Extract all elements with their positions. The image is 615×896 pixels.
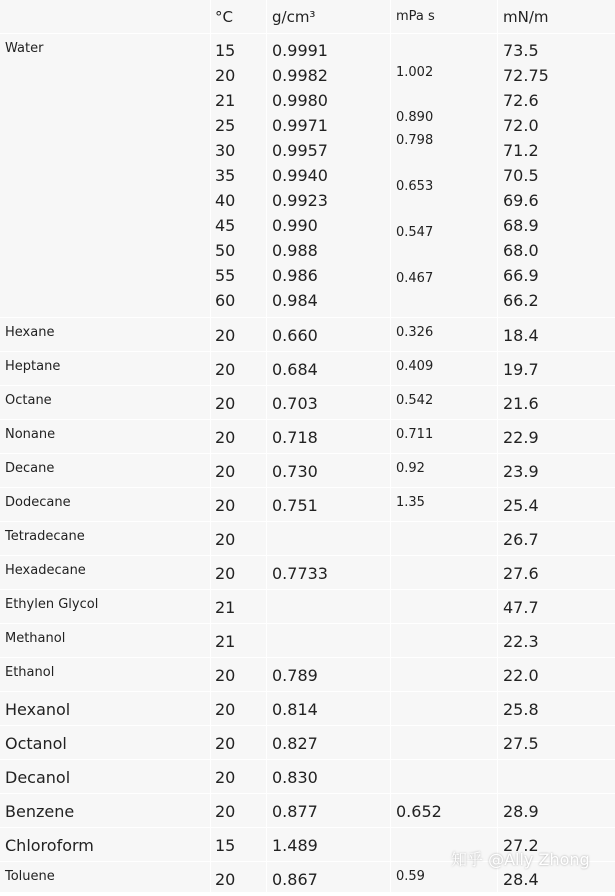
- table-row: [0, 726, 615, 760]
- viscosity-value: 0.59: [396, 869, 425, 884]
- temp-value: 21: [215, 632, 236, 651]
- header-tension-cell: [498, 0, 615, 33]
- temp-value: 21: [215, 598, 236, 617]
- substance-name: Hexane: [5, 325, 55, 340]
- density-cell: [267, 658, 391, 691]
- water-density-value: 0.990: [272, 216, 318, 235]
- name-cell: [0, 862, 211, 895]
- density-cell: [267, 692, 391, 725]
- table-row: [0, 318, 615, 352]
- water-density-value: 0.9982: [272, 66, 328, 85]
- temp-value: 20: [215, 870, 236, 889]
- water-tension-value: 66.2: [503, 291, 539, 310]
- density-value: 0.7733: [272, 564, 328, 583]
- name-cell: [0, 386, 211, 419]
- name-cell: [0, 828, 211, 861]
- temp-value: 20: [215, 428, 236, 447]
- substance-name: Hexanol: [5, 700, 71, 719]
- viscosity-cell: [391, 692, 498, 725]
- tension-cell: [498, 488, 615, 521]
- water-tension-value: 68.9: [503, 216, 539, 235]
- substance-name: Heptane: [5, 359, 61, 374]
- viscosity-cell: [391, 420, 498, 453]
- name-cell: [0, 692, 211, 725]
- tension-value: 18.4: [503, 326, 539, 345]
- tension-value: 22.9: [503, 428, 539, 447]
- tension-cell: [498, 386, 615, 419]
- water-temp-value: 21: [215, 91, 236, 110]
- name-cell: [0, 420, 211, 453]
- tension-cell: [498, 692, 615, 725]
- water-temp-value: 45: [215, 216, 236, 235]
- viscosity-value: 1.35: [396, 495, 425, 510]
- tension-value: 27.6: [503, 564, 539, 583]
- header-temp-unit: °C: [215, 8, 233, 26]
- temp-cell: [211, 692, 267, 725]
- name-cell: [0, 624, 211, 657]
- density-value: 0.867: [272, 870, 318, 889]
- water-viscosity-value: 0.890: [396, 110, 434, 125]
- substance-name: Decanol: [5, 768, 71, 787]
- density-value: 0.703: [272, 394, 318, 413]
- tension-cell: [498, 318, 615, 351]
- header-name-cell: [0, 0, 211, 33]
- temp-cell: [211, 488, 267, 521]
- table-row: [0, 556, 615, 590]
- water-tension-value: 71.2: [503, 141, 539, 160]
- temp-cell: [211, 590, 267, 623]
- tension-cell: [498, 624, 615, 657]
- temp-cell: [211, 760, 267, 793]
- density-value: 0.730: [272, 462, 318, 481]
- water-tension-cell: [498, 34, 615, 317]
- header-density-cell: [267, 0, 391, 33]
- viscosity-cell: [391, 556, 498, 589]
- water-density-value: 0.9980: [272, 91, 328, 110]
- water-viscosity-value: 0.467: [396, 271, 434, 286]
- temp-cell: [211, 862, 267, 895]
- tension-value: 19.7: [503, 360, 539, 379]
- water-temp-value: 15: [215, 41, 236, 60]
- tension-value: 27.2: [503, 836, 539, 855]
- viscosity-value: 0.542: [396, 393, 434, 408]
- substance-name: Benzene: [5, 802, 75, 821]
- density-value: 0.789: [272, 666, 318, 685]
- temp-value: 20: [215, 734, 236, 753]
- water-temp-value: 25: [215, 116, 236, 135]
- tension-cell: [498, 352, 615, 385]
- water-viscosity-value: 0.547: [396, 225, 434, 240]
- temp-value: 20: [215, 530, 236, 549]
- substance-name: Methanol: [5, 631, 66, 646]
- density-value: 0.684: [272, 360, 318, 379]
- name-cell: [0, 522, 211, 555]
- water-viscosity-cell: [391, 34, 498, 317]
- tension-cell: [498, 794, 615, 827]
- tension-cell: [498, 522, 615, 555]
- temp-cell: [211, 556, 267, 589]
- viscosity-cell: [391, 760, 498, 793]
- viscosity-cell: [391, 794, 498, 827]
- water-viscosity-value: 0.653: [396, 179, 434, 194]
- water-tension-value: 68.0: [503, 241, 539, 260]
- temp-value: 20: [215, 394, 236, 413]
- table-row: [0, 794, 615, 828]
- substance-name: Decane: [5, 461, 55, 476]
- water-density-value: 0.984: [272, 291, 318, 310]
- temp-value: 20: [215, 360, 236, 379]
- table-row: [0, 522, 615, 556]
- viscosity-cell: [391, 386, 498, 419]
- density-cell: [267, 760, 391, 793]
- temp-cell: [211, 624, 267, 657]
- viscosity-cell: [391, 454, 498, 487]
- water-density-value: 0.9940: [272, 166, 328, 185]
- temp-value: 20: [215, 768, 236, 787]
- viscosity-value: 0.409: [396, 359, 434, 374]
- temp-value: 15: [215, 836, 236, 855]
- tension-value: 26.7: [503, 530, 539, 549]
- viscosity-cell: [391, 590, 498, 623]
- substance-name: Tetradecane: [5, 529, 85, 544]
- density-cell: [267, 794, 391, 827]
- density-cell: [267, 386, 391, 419]
- table-row: [0, 386, 615, 420]
- density-cell: [267, 726, 391, 759]
- tension-value: 27.5: [503, 734, 539, 753]
- tension-value: 23.9: [503, 462, 539, 481]
- temp-value: 20: [215, 564, 236, 583]
- table-row: [0, 692, 615, 726]
- water-tension-value: 72.6: [503, 91, 539, 110]
- tension-cell: [498, 760, 615, 793]
- temp-cell: [211, 726, 267, 759]
- header-viscosity-cell: [391, 0, 498, 33]
- water-temp-value: 30: [215, 141, 236, 160]
- tension-value: 25.4: [503, 496, 539, 515]
- tension-value: 22.3: [503, 632, 539, 651]
- density-cell: [267, 556, 391, 589]
- density-cell: [267, 590, 391, 623]
- name-cell: [0, 488, 211, 521]
- header-density-unit: g/cm³: [272, 8, 316, 26]
- water-tension-value: 69.6: [503, 191, 539, 210]
- water-density-cell: [267, 34, 391, 317]
- name-cell: [0, 590, 211, 623]
- temp-cell: [211, 828, 267, 861]
- table-row: [0, 658, 615, 692]
- table-row: [0, 454, 615, 488]
- name-cell: [0, 658, 211, 691]
- temp-value: 20: [215, 496, 236, 515]
- tension-cell: [498, 726, 615, 759]
- watermark-text: 知乎 @Ally Zhong: [451, 850, 590, 869]
- table-row: [0, 760, 615, 794]
- tension-cell: [498, 556, 615, 589]
- tension-value: 21.6: [503, 394, 539, 413]
- substance-name: Ethanol: [5, 665, 55, 680]
- density-cell: [267, 318, 391, 351]
- name-cell: [0, 318, 211, 351]
- temp-cell: [211, 318, 267, 351]
- temp-value: 20: [215, 326, 236, 345]
- substance-name: Hexadecane: [5, 563, 86, 578]
- temp-cell: [211, 454, 267, 487]
- water-tension-value: 72.0: [503, 116, 539, 135]
- temp-value: 20: [215, 700, 236, 719]
- water-density-value: 0.9923: [272, 191, 328, 210]
- density-cell: [267, 862, 391, 895]
- viscosity-value: 0.652: [396, 802, 442, 821]
- temp-cell: [211, 522, 267, 555]
- temp-value: 20: [215, 802, 236, 821]
- viscosity-value: 0.711: [396, 427, 434, 442]
- name-cell: [0, 726, 211, 759]
- tension-cell: [498, 658, 615, 691]
- water-temp-value: 60: [215, 291, 236, 310]
- table-row: [0, 352, 615, 386]
- viscosity-cell: [391, 658, 498, 691]
- density-value: 0.877: [272, 802, 318, 821]
- header-viscosity-unit: mPa s: [396, 9, 435, 24]
- water-density-value: 0.9957: [272, 141, 328, 160]
- name-cell: [0, 454, 211, 487]
- water-temp-value: 50: [215, 241, 236, 260]
- substance-name: Octanol: [5, 734, 67, 753]
- density-cell: [267, 624, 391, 657]
- water-temp-value: 40: [215, 191, 236, 210]
- density-cell: [267, 828, 391, 861]
- density-cell: [267, 522, 391, 555]
- temp-cell: [211, 658, 267, 691]
- water-tension-value: 72.75: [503, 66, 549, 85]
- water-density-value: 0.9971: [272, 116, 328, 135]
- tension-cell: [498, 590, 615, 623]
- temp-cell: [211, 794, 267, 827]
- density-value: 0.718: [272, 428, 318, 447]
- table-header-row: [0, 0, 615, 34]
- density-cell: [267, 454, 391, 487]
- water-tension-value: 66.9: [503, 266, 539, 285]
- density-value: 0.660: [272, 326, 318, 345]
- water-density-value: 0.988: [272, 241, 318, 260]
- viscosity-cell: [391, 726, 498, 759]
- density-value: 0.814: [272, 700, 318, 719]
- name-cell: [0, 760, 211, 793]
- viscosity-cell: [391, 318, 498, 351]
- substance-name: Dodecane: [5, 495, 71, 510]
- water-temp-cell: [211, 34, 267, 317]
- viscosity-cell: [391, 488, 498, 521]
- table-row: [0, 624, 615, 658]
- water-density-value: 0.986: [272, 266, 318, 285]
- substance-name: Chloroform: [5, 836, 94, 855]
- temp-cell: [211, 352, 267, 385]
- water-viscosity-value: 1.002: [396, 65, 434, 80]
- table-row: [0, 488, 615, 522]
- table-row: [0, 420, 615, 454]
- tension-cell: [498, 454, 615, 487]
- temp-value: 20: [215, 462, 236, 481]
- substance-name: Water: [5, 41, 44, 56]
- density-cell: [267, 488, 391, 521]
- temp-cell: [211, 386, 267, 419]
- table-row: [0, 590, 615, 624]
- substance-name: Octane: [5, 393, 52, 408]
- name-cell: [0, 556, 211, 589]
- density-cell: [267, 352, 391, 385]
- water-temp-value: 35: [215, 166, 236, 185]
- temp-cell: [211, 420, 267, 453]
- header-temp-cell: [211, 0, 267, 33]
- water-name-cell: [0, 34, 211, 317]
- name-cell: [0, 352, 211, 385]
- table-row-water: [0, 34, 615, 318]
- tension-cell: [498, 420, 615, 453]
- water-viscosity-value: 0.798: [396, 133, 434, 148]
- substance-name: Toluene: [5, 869, 55, 884]
- tension-value: 28.9: [503, 802, 539, 821]
- viscosity-cell: [391, 624, 498, 657]
- water-temp-value: 20: [215, 66, 236, 85]
- tension-value: 25.8: [503, 700, 539, 719]
- substance-name: Ethylen Glycol: [5, 597, 99, 612]
- viscosity-value: 0.326: [396, 325, 434, 340]
- substance-name: Nonane: [5, 427, 56, 442]
- density-value: 1.489: [272, 836, 318, 855]
- viscosity-cell: [391, 352, 498, 385]
- density-cell: [267, 420, 391, 453]
- density-value: 0.827: [272, 734, 318, 753]
- tension-value: 22.0: [503, 666, 539, 685]
- water-density-value: 0.9991: [272, 41, 328, 60]
- water-tension-value: 73.5: [503, 41, 539, 60]
- density-value: 0.751: [272, 496, 318, 515]
- water-temp-value: 55: [215, 266, 236, 285]
- density-value: 0.830: [272, 768, 318, 787]
- water-tension-value: 70.5: [503, 166, 539, 185]
- temp-value: 20: [215, 666, 236, 685]
- name-cell: [0, 794, 211, 827]
- tension-value: 28.4: [503, 870, 539, 889]
- tension-value: 47.7: [503, 598, 539, 617]
- header-tension-unit: mN/m: [503, 8, 549, 26]
- viscosity-value: 0.92: [396, 461, 425, 476]
- viscosity-cell: [391, 522, 498, 555]
